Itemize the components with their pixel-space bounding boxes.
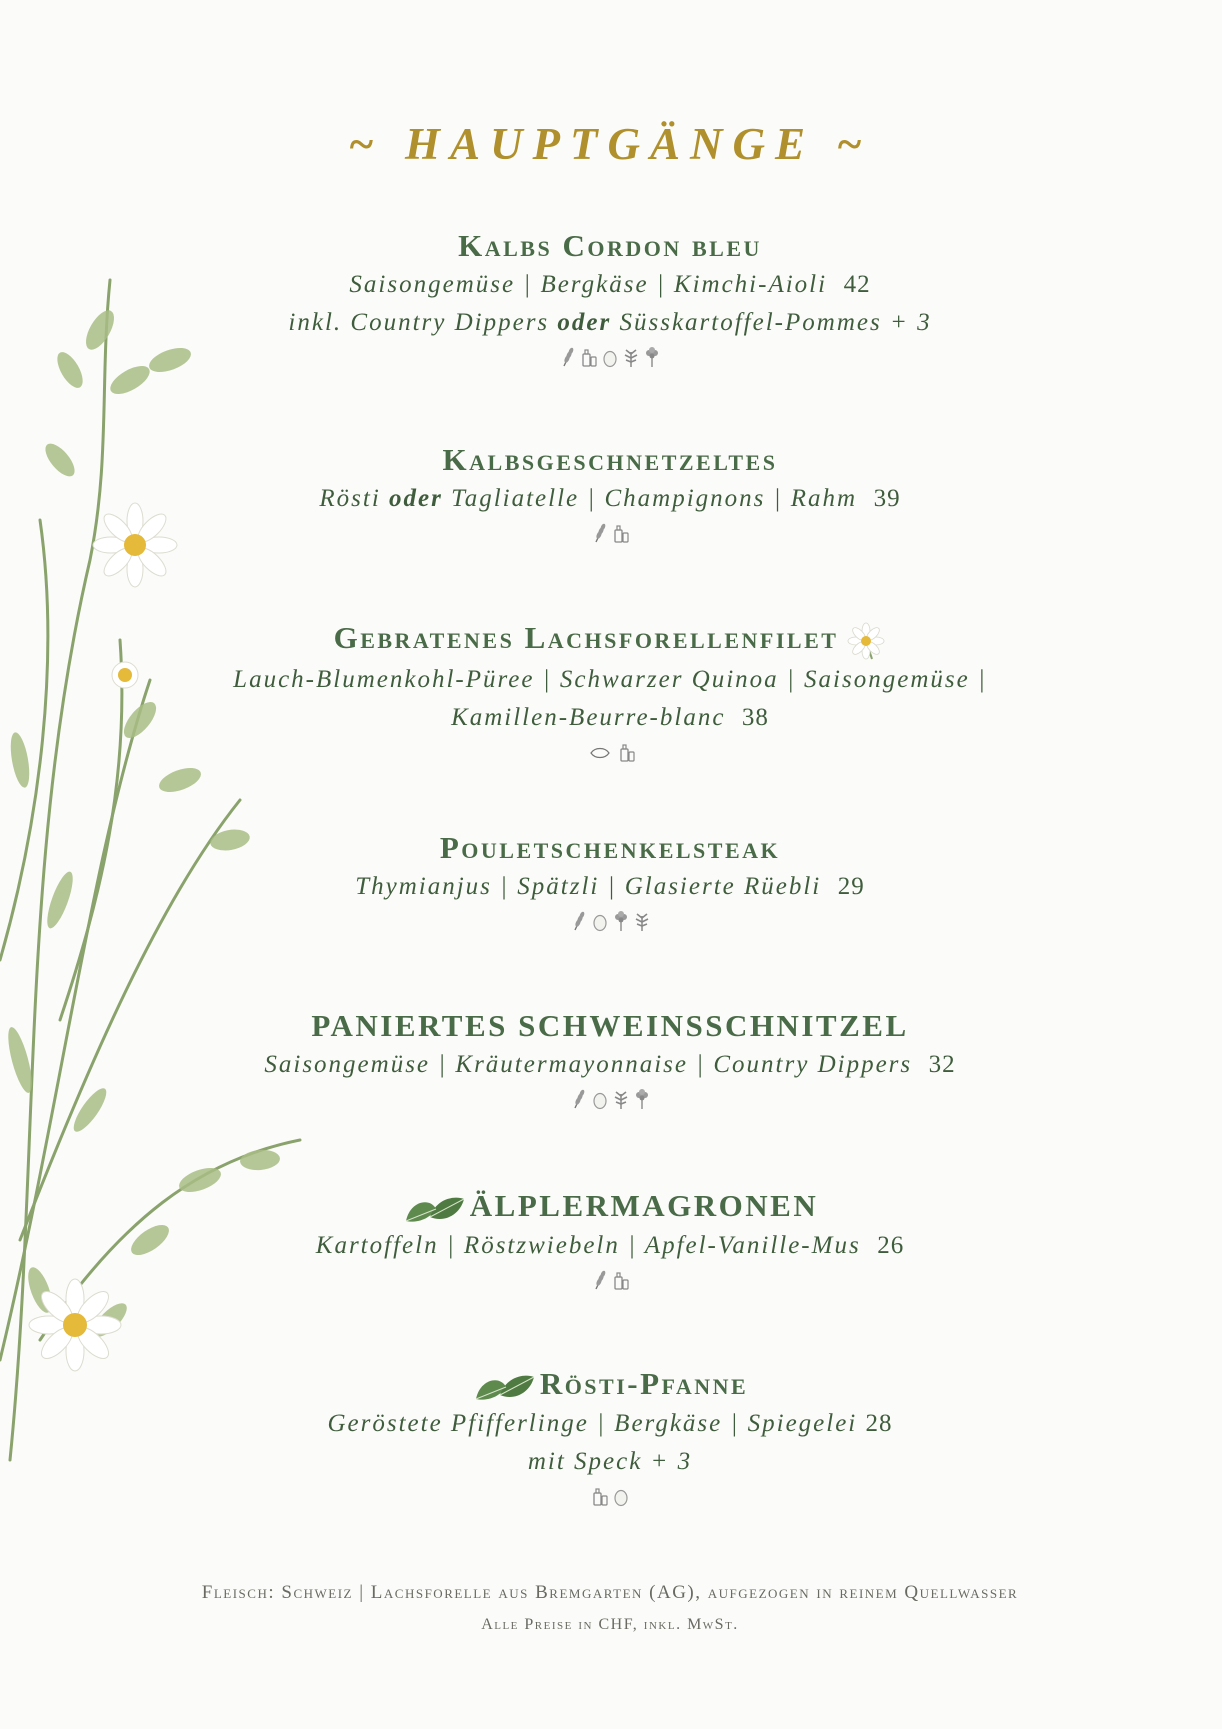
egg-icon (591, 910, 609, 932)
dish-description: Lauch-Blumenkohl-Püree | Schwarzer Quinoa | Saisongemüse | (233, 665, 987, 693)
mustard-icon (633, 1088, 651, 1110)
egg-icon (591, 1088, 609, 1110)
daisy-icon (846, 621, 886, 661)
dish-price: 28 (865, 1409, 893, 1437)
dish-description: Saisongemüse | Bergkäse | Kimchi-Aioli 42 (349, 271, 871, 298)
gluten-icon (591, 1269, 609, 1291)
dish-price: 32 (928, 1051, 956, 1078)
allergen-icons (130, 522, 1090, 546)
dish-description: Geröstete Pfifferlinge | Bergkäse | Spiegelei 28 (327, 1409, 893, 1437)
dish-extra-option: mit Speck + 3 (527, 1447, 693, 1475)
dish-description: Thymianjus | Spätzli | Glasierte Rüebli 29 (355, 873, 865, 900)
dish-price: 42 (843, 271, 871, 298)
price-note: Alle Preise in CHF, inkl. MwSt. (481, 1616, 739, 1633)
dish-description: Saisongemüse | Kräutermayonnaise | Country Dippers 32 (264, 1051, 956, 1078)
dish-description: Rösti oder Tagliatelle | Champignons | Rahm 39 (319, 485, 901, 512)
milk-icon (618, 741, 636, 763)
dish-description-cont: Kamillen-Beurre-blanc 38 (451, 703, 769, 731)
gluten-icon (570, 1088, 588, 1110)
gluten-icon (591, 522, 609, 544)
milk-icon (580, 346, 598, 368)
dish-price: 26 (877, 1231, 905, 1259)
dish-price: 39 (873, 485, 901, 512)
dish-price: 38 (741, 703, 769, 731)
dish-description: Kartoffeln | Röstzwiebeln | Apfel-Vanille-Mus 26 (315, 1231, 905, 1259)
dish-pouletschenkelsteak (130, 828, 1090, 934)
allergen-icons (130, 741, 1090, 765)
dish-name: PANIERTES SCHWEINSSCHNITZEL (311, 1008, 909, 1043)
egg-icon (612, 1485, 630, 1507)
dish-name: Rösti-Pfanne (130, 1364, 1090, 1405)
fish-icon (585, 741, 615, 763)
gluten-icon (559, 346, 577, 368)
mustard-icon (643, 346, 661, 368)
gluten-icon (570, 910, 588, 932)
allergen-icons (130, 346, 1090, 370)
dish-aelplermagronen (130, 1186, 1090, 1293)
origin-note: Fleisch: Schweiz | Lachsforelle aus Bremgarten (AG), aufgezogen in reinem Quellwasser (201, 1582, 1019, 1603)
allergen-icons (130, 910, 1090, 934)
dish-price: 29 (837, 873, 865, 900)
milk-icon (591, 1485, 609, 1507)
vegetarian-leaf-icon (472, 1369, 536, 1405)
page-title: ~ HAUPTGÄNGE ~ (348, 119, 872, 169)
dish-name: ÄLPLERMAGRONEN (130, 1186, 1090, 1227)
milk-icon (612, 1269, 630, 1291)
allergen-icons (130, 1485, 1090, 1509)
celery-icon (622, 346, 640, 368)
celery-icon (612, 1088, 630, 1110)
egg-icon (601, 346, 619, 368)
dish-name: Gebratenes Lachsforellenfilet (130, 618, 1090, 661)
allergen-icons (130, 1088, 1090, 1112)
menu-page (130, 0, 1090, 1729)
celery-icon (633, 910, 651, 932)
allergen-icons (130, 1269, 1090, 1293)
vegetarian-leaf-icon (402, 1191, 466, 1227)
dish-name: Kalbsgeschnetzeltes (442, 442, 778, 477)
dish-side-option: inkl. Country Dippers oder Süsskartoffel-Pommes + 3 (288, 309, 932, 336)
dish-kalbsgeschnetzeltes (130, 440, 1090, 546)
dish-kalbs-cordon-bleu (130, 226, 1090, 370)
mustard-icon (612, 910, 630, 932)
dish-name: Kalbs Cordon bleu (458, 228, 762, 263)
milk-icon (612, 522, 630, 544)
dish-schweinsschnitzel (130, 1006, 1090, 1112)
dish-name: Pouletschenkelsteak (439, 830, 781, 865)
dish-roesti-pfanne (130, 1364, 1090, 1509)
dish-lachsforellenfilet (130, 618, 1090, 765)
